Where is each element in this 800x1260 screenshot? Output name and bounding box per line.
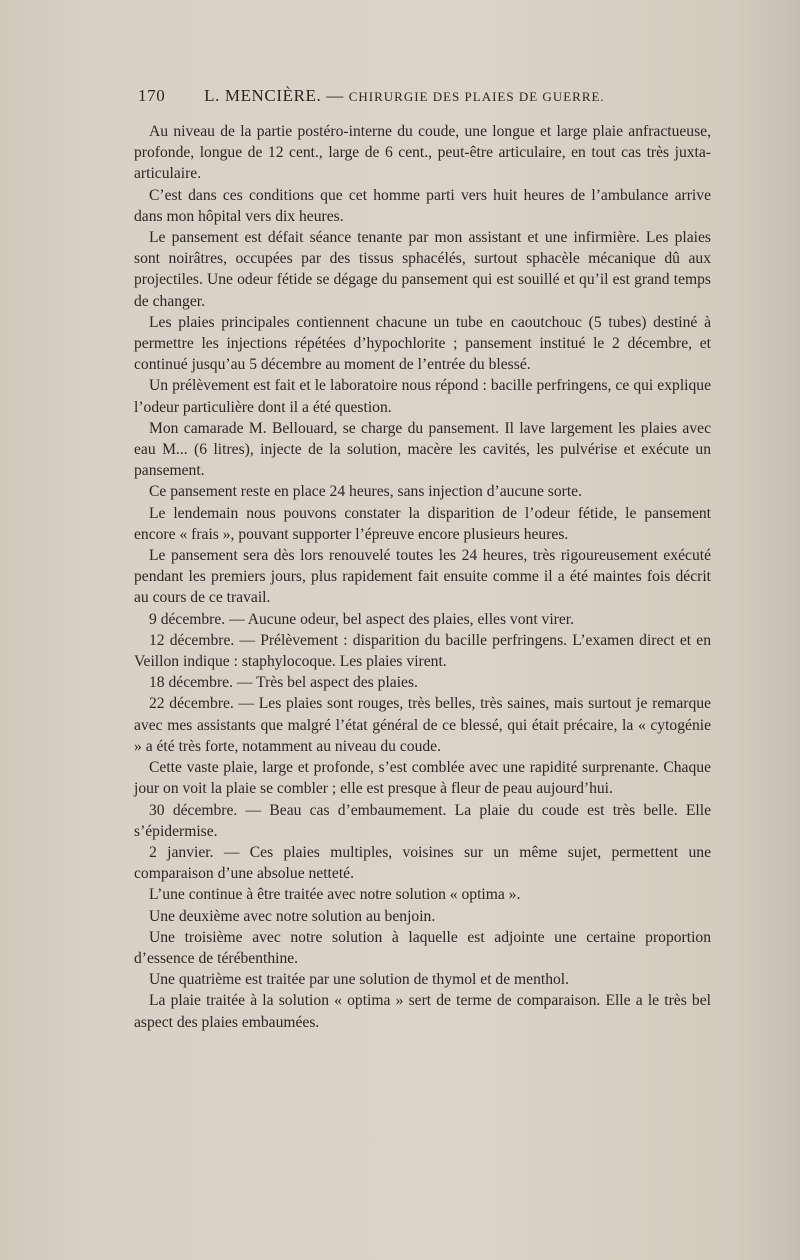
running-header (138, 86, 698, 106)
paragraph: Un prélèvement est fait et le laboratoire nous répond : bacille perfringens, ce qui explique l’odeur particulière dont il a été question. (134, 377, 711, 416)
header-subtitle: CHIRURGIE DES PLAIES DE GUERRE. (348, 89, 605, 104)
paragraph: 12 décembre. — Prélèvement : disparition du bacille perfringens. L’examen direct et en Veillon indique : staphylocoque. Les plaies virent. (134, 631, 711, 671)
page-number: 170 (138, 86, 166, 105)
paragraph: 30 décembre. — Beau cas d’embaumement. La plaie du coude est très belle. Elle s’épidermise. (134, 801, 711, 840)
paragraph: La plaie traitée à la solution « optima » sert de terme de comparaison. Elle a le très bel aspect des plaies embaumées. (134, 992, 711, 1031)
paragraph: C’est dans ces conditions que cet homme parti vers huit heures de l’ambulance arrive dans mon hôpital vers dix heures. (134, 186, 711, 225)
paragraph: Une deuxième avec notre solution au benjoin. (149, 907, 436, 925)
paragraph: Ce pansement reste en place 24 heures, sans injection d’aucune sorte. (149, 483, 583, 501)
paragraph: L’une continue à être traitée avec notre solution « optima ». (149, 886, 521, 904)
paragraph: Le pansement sera dès lors renouvelé toutes les 24 heures, très rigoureusement exécuté pendant les premiers jours, plus rapidement fait ensuite comme il a été maintes fois décrit au cours de ce travail. (134, 547, 711, 607)
paragraph: 22 décembre. — Les plaies sont rouges, très belles, très saines, mais surtout je remarque avec mes assistants que malgré l’état général de ce blessé, qui était précaire, la « cytogénie » a été très forte, notamment au niveau du coude. (134, 695, 711, 755)
paragraph: 18 décembre. — Très bel aspect des plaies. (149, 674, 418, 692)
paragraph: Le lendemain nous pouvons constater la disparition de l’odeur fétide, le pansement encore « frais », pouvant supporter l’épreuve encore plusieurs heures. (134, 504, 711, 543)
header-author: L. MENCIÈRE. — (204, 86, 344, 105)
paragraph: 2 janvier. — Ces plaies multiples, voisines sur un même sujet, permettent une comparaison d’une absolue netteté. (134, 843, 711, 883)
paragraph: Cette vaste plaie, large et profonde, s’est comblée avec une rapidité surprenante. Chaque jour on voit la plaie se combler ; elle est presque à fleur de peau aujourd’hui. (134, 759, 711, 798)
paragraph: Au niveau de la partie postéro-interne du coude, une longue et large plaie anfractueuse, profonde, longue de 12 cent., large de 6 cent., peut-être articulaire, en tout cas très juxta-articulaire. (134, 123, 711, 183)
body-text (134, 121, 711, 1033)
paragraph: Les plaies principales contiennent chacune un tube en caoutchouc (5 tubes) destiné à permettre les injections répétées d’hypochlorite ; pansement institué le 2 décembre, et continué jusqu’au 5 décembre au moment de l’entrée du blessé. (134, 313, 711, 374)
paragraph: 9 décembre. — Aucune odeur, bel aspect des plaies, elles vont virer. (149, 610, 575, 628)
paragraph: Une troisième avec notre solution à laquelle est adjointe une certaine proportion d’essence de térébenthine. (134, 928, 711, 967)
paragraph: Mon camarade M. Bellouard, se charge du pansement. Il lave largement les plaies avec eau M... (6 litres), injecte de la solution, macère les cavités, les pulvérise et exécute un pansement. (134, 419, 711, 480)
paragraph: Le pansement est défait séance tenante par mon assistant et une infirmière. Les plaies sont noirâtres, occupées par des tissus sphacélés, surtout sphacèle mécanique dû aux projectiles. Une odeur fétide se dégage du pansement qui est souillé et qu’il est grand temps de changer. (134, 229, 711, 310)
paragraph: Une quatrième est traitée par une solution de thymol et de menthol. (149, 971, 570, 989)
